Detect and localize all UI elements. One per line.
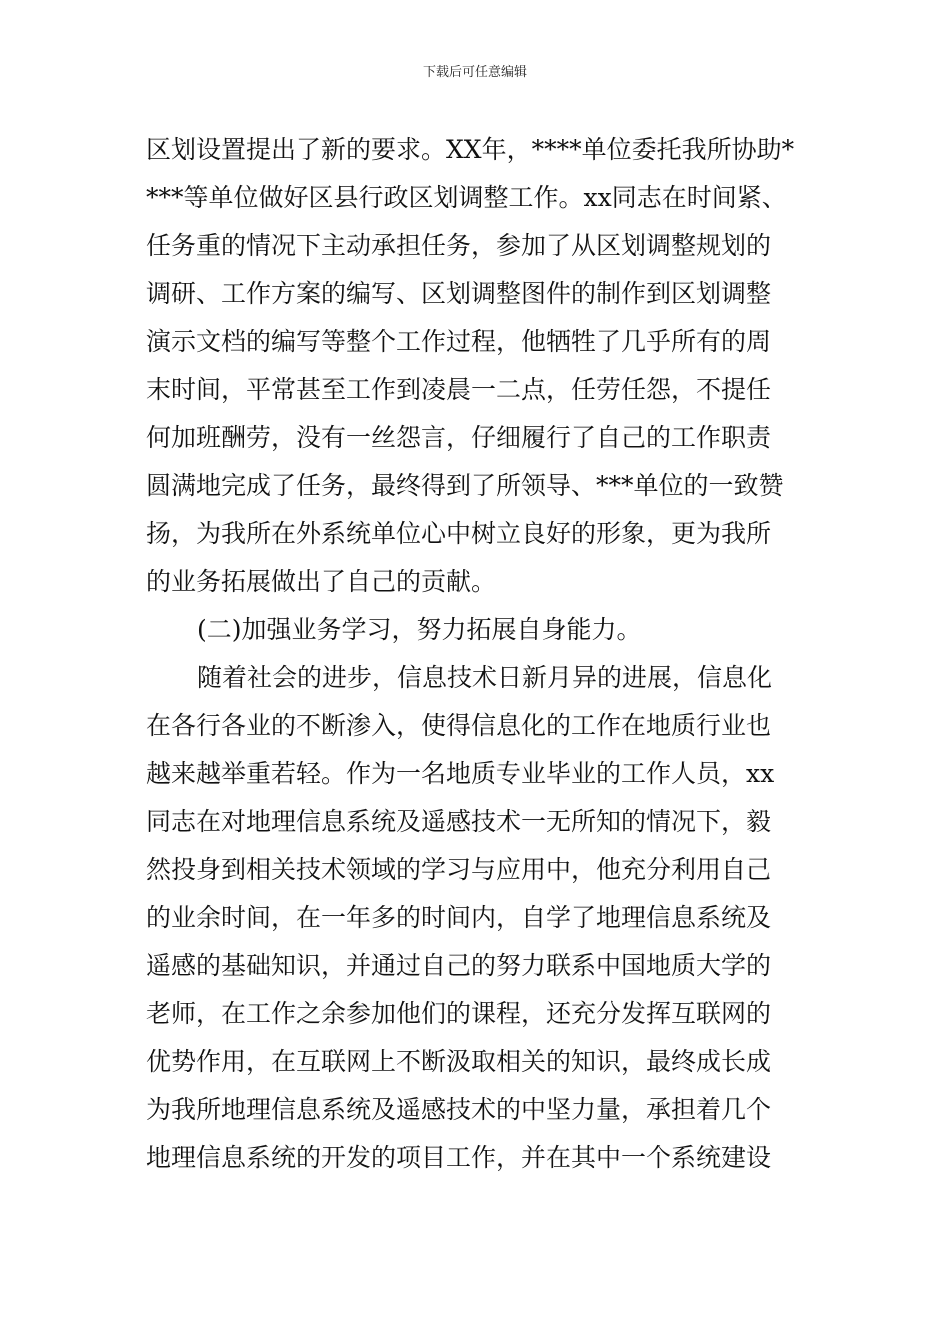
text-line: 为我所地理信息系统及遥感技术的中坚力量，承担着几个 (146, 1095, 772, 1124)
document-body (146, 126, 808, 1182)
text-line: 同志在对地理信息系统及遥感技术一无所知的情况下，毅 (146, 807, 772, 836)
paragraph-district-adjustment (146, 126, 808, 606)
text-line: ***等单位做好区县行政区划调整工作。xx同志在时间紧、 (146, 183, 787, 212)
text-line: 末时间，平常甚至工作到凌晨一二点，任劳任怨，不提任 (146, 375, 772, 404)
text-line: 随着社会的进步，信息技术日新月异的进展，信息化 (197, 663, 773, 692)
text-line: 在各行各业的不断渗入，使得信息化的工作在地质行业也 (146, 711, 772, 740)
text-line: 然投身到相关技术领域的学习与应用中，他充分利用自己 (146, 855, 772, 884)
text-line: 老师，在工作之余参加他们的课程，还充分发挥互联网的 (146, 999, 772, 1028)
text-line: 扬，为我所在外系统单位心中树立良好的形象，更为我所 (146, 519, 772, 548)
text-line: 任务重的情况下主动承担任务，参加了从区划调整规划的 (146, 231, 772, 260)
text-line: 遥感的基础知识，并通过自己的努力联系中国地质大学的 (146, 951, 772, 980)
text-line: 越来越举重若轻。作为一名地质专业毕业的工作人员，xx (146, 759, 775, 788)
text-line: 区划设置提出了新的要求。XX年，****单位委托我所协助* (146, 135, 795, 164)
text-line: 演示文档的编写等整个工作过程，他牺牲了几乎所有的周 (146, 327, 772, 356)
text-line: 地理信息系统的开发的项目工作，并在其中一个系统建设 (146, 1143, 772, 1172)
text-line: 优势作用，在互联网上不断汲取相关的知识，最终成长成 (146, 1047, 772, 1076)
text-line: 的业务拓展做出了自己的贡献。 (146, 567, 497, 596)
text-line: 圆满地完成了任务，最终得到了所领导、***单位的一致赞 (146, 471, 784, 500)
text-line: 的业余时间，在一年多的时间内，自学了地理信息系统及 (146, 903, 772, 932)
text-line: 何加班酬劳，没有一丝怨言，仔细履行了自己的工作职责 (146, 423, 772, 452)
section-heading: (二)加强业务学习，努力拓展自身能力。 (197, 615, 642, 644)
page-header: 下载后可任意编辑 (422, 65, 527, 80)
paragraph-business-learning (146, 654, 808, 1182)
text-line: 调研、工作方案的编写、区划调整图件的制作到区划调整 (146, 279, 772, 308)
